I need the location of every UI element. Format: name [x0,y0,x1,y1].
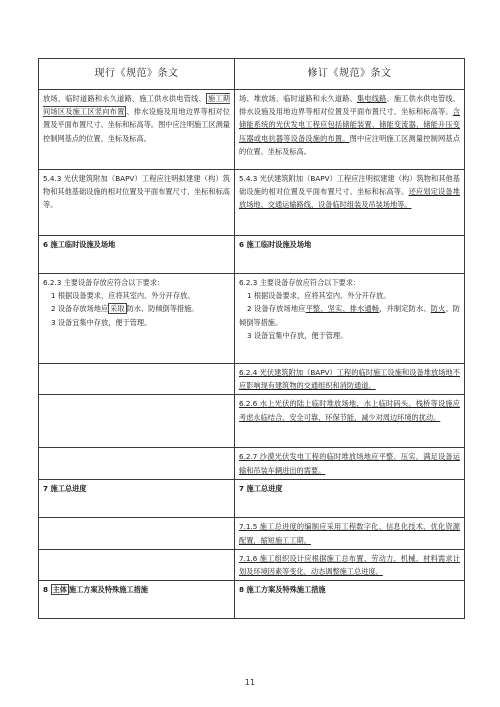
underlined-text: 防火 [430,304,446,314]
underlined-text: 7.1.5 施工总进度的编制应采用工程数字化、信息化技术，优化资源配置，缩短施工工期。 [239,522,460,545]
row1-revised [235,90,465,170]
header-revised: 修订《规范》条文 [235,59,465,90]
table-row [39,364,465,395]
text-span: ，并制定防水、 [379,304,431,314]
table-row [39,395,465,448]
section8-current [39,581,235,619]
row2-current: 5.4.3 光伏建筑附加（BAPV）工程应注明拟建建（构）筑物和其他基础设施的相对位置及平面布置尺寸、坐标和标高等。 [39,170,235,236]
section6-revised: 6 施工临时设施及场地 [235,236,465,274]
empty-cell [39,364,235,395]
empty-cell [39,549,235,580]
clause-item: 1 根据设备要求，应将其室内、外分开存放。 [51,291,195,301]
text-span: 施工方案及特殊施工措施 [68,585,148,595]
section6-current: 6 施工临时设施及场地 [39,236,235,274]
row1-current [39,90,235,170]
clause-title: 6.2.3 主要设备存放应符合以下要求： [43,278,165,287]
table-row [39,549,465,580]
clause-item [43,302,230,315]
row626-revised [235,395,465,448]
text-span: 图中应注明施工区测量控制网基点的位置、坐标及标高。 [239,133,460,156]
row623-revised [235,274,465,364]
comparison-table [38,58,465,619]
section7-current: 7 施工总进度 [39,480,235,518]
table-row [39,90,465,170]
empty-cell [39,395,235,448]
table-row [39,448,465,480]
boxed-text: 采取 [110,304,125,314]
underlined-text: 还应划定设备堆放场地、交通运输路线、设备临时组装及吊装场地等。 [239,187,460,210]
clause-item: 3 设备宜集中存放，便于管理。 [51,317,152,327]
section7-revised: 7 施工总进度 [235,480,465,518]
text-span: 、施工供水供电管线、排水设施及用地边界等相对位置及平面布置尺寸、坐标和标高等。 [239,94,460,117]
text-span: 场、堆放场、临时道路和永久道路、 [239,94,357,103]
row623-current [39,274,235,364]
text-span: 5.4.3 光伏建筑附加（BAPV）工程应注明拟建建（构）筑物和其他基础设施的相对位置及平面布置尺寸、坐标和标高等。 [239,174,460,197]
row624-revised [235,364,465,395]
underlined-text: 含储能系统的光伏发电工程应包括储能装置、储能变流器、储能升压变压器或电抗器等设备设施的布置。 [239,107,460,143]
header-current: 现行《规范》条文 [39,59,235,90]
row716-revised [235,549,465,580]
text-span: 2 设备存放场地应 [51,304,109,314]
section8-revised: 8 施工方案及特殊施工措施 [235,581,465,619]
section-row [39,480,465,518]
underlined-text: 7.1.6 施工组织设计应根据施工总布置、劳动力、机械、材料需求计划及环境因素等变化，动态调整施工总进度。 [239,553,460,577]
clause-item: 1 根据设备要求，应将其室内、外分开存放。 [247,291,391,301]
table-row [39,274,465,364]
clause-item [239,302,460,328]
row627-revised [235,448,465,480]
underlined-text: 6.2.6 水上光伏的陆上临时堆放场地、水上临时码头、栈桥等设施应考虑永临结合、安全可靠、环保节能，减少对周边环境的扰动。 [239,399,460,422]
text-span: 2 设备存放场地应 [247,304,306,314]
empty-cell [39,448,235,480]
boxed-text: 主体 [52,585,67,595]
text-span: 放场、临时道路和永久道路、施工供水供电管线、 [43,94,206,103]
underlined-text: 集电线路 [356,94,387,103]
clause-item: 3 设备宜集中存放，便于管理。 [247,330,348,340]
text-span: 防水、防倾倒等措施。 [126,304,199,314]
section-row [39,581,465,619]
text-span: 、防倾倒等措施。 [239,304,460,327]
text-span: 8 [43,585,51,595]
underlined-text: 6.2.4 光伏建筑附加（BAPV）工程的临时施工设施和设备堆放场地不应影响现有建筑物的交通组织和消防通道。 [239,368,460,391]
page-number: 11 [244,678,256,687]
row715-revised [235,518,465,549]
underlined-text: 平整、坚实、排水通畅 [305,304,380,314]
row2-revised [235,170,465,236]
clause-title: 6.2.3 主要设备存放应符合以下要求： [239,278,361,287]
underlined-text: 6.2.7 沙漠光伏发电工程的临时堆放场地应平整、压实，满足设备运输和吊装车辆进出的需要。 [239,452,460,475]
table-header-row [39,59,465,90]
empty-cell [39,518,235,549]
section-row [39,236,465,274]
table-row [39,170,465,236]
table-row [39,518,465,549]
text-span: 、排水设施及用地边界等相对位置及平面布置尺寸、坐标和标高等。图中应注明施工区测量控制网基点的位置、坐标及标高。 [43,107,230,143]
boxed-text: 施工期间场区及施工区竖向布置 [43,94,230,117]
